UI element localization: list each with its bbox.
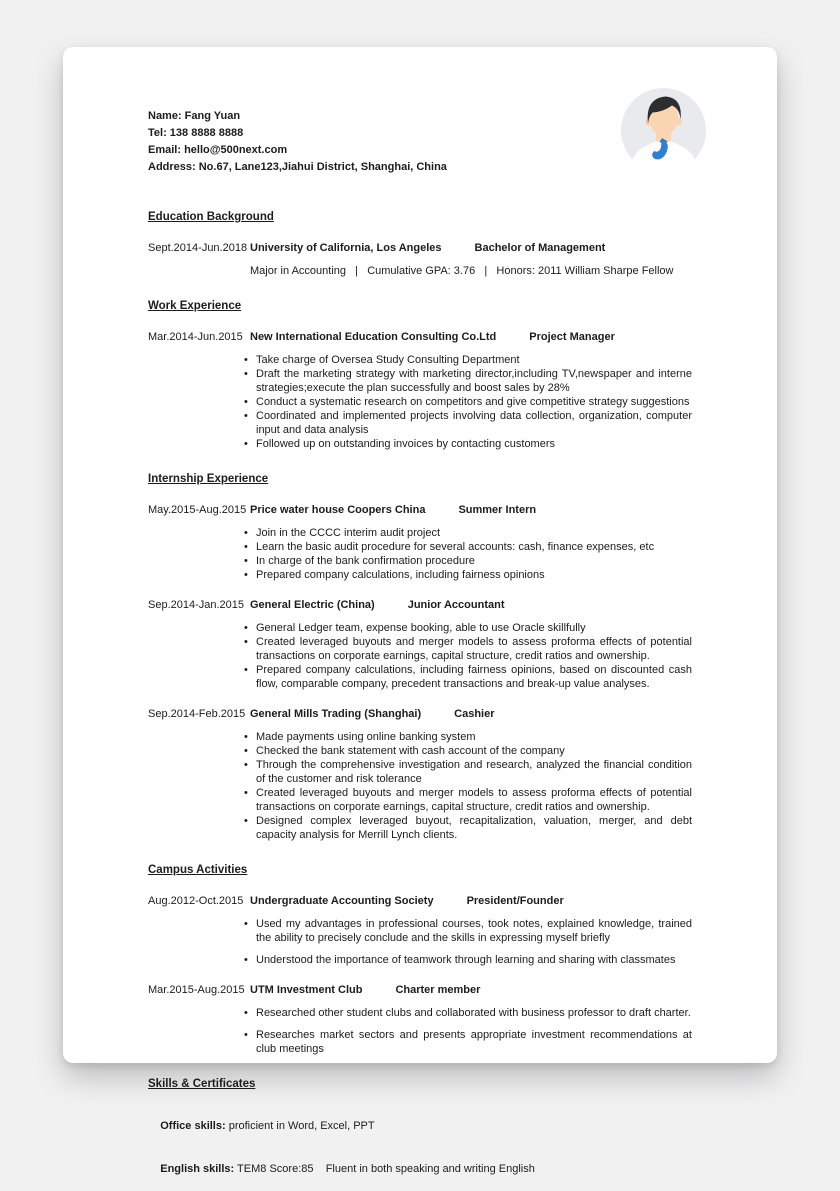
bullet-item: • Prepared company calculations, including fairness opinions [256, 568, 693, 582]
section-heading: Work Experience [148, 299, 693, 314]
bullet-item: • Conduct a systematic research on competitors and give competitive strategy suggestions [256, 395, 693, 409]
entry-date: Mar.2014-Jun.2015 [148, 330, 250, 345]
entry-position: Bachelor of Management [475, 241, 606, 256]
entry-organization: UTM Investment Club [250, 983, 362, 998]
contact-block [148, 108, 693, 176]
section-body [148, 330, 693, 451]
section-body [148, 1104, 693, 1191]
resume-section [148, 1077, 693, 1191]
bullet-item: • Created leveraged buyouts and merger models to assess proforma effects of potential transactions on corporate earnings, capital structure, credit ratios and ownership. [256, 786, 693, 814]
bullet-item: • Take charge of Oversea Study Consulting Department [256, 353, 693, 367]
entry-organization: Price water house Coopers China [250, 503, 425, 518]
bullet-item: • General Ledger team, expense booking, able to use Oracle skillfully [256, 621, 693, 635]
entry-date: May.2015-Aug.2015 [148, 503, 250, 518]
entry-header-row [148, 330, 693, 345]
section-body [148, 241, 693, 278]
entry-position: Charter member [395, 983, 480, 998]
bullet-list [148, 621, 693, 691]
contact-email: Email: hello@500next.com [148, 142, 693, 159]
entry-position: President/Founder [467, 894, 564, 909]
entry-position: Cashier [454, 707, 494, 722]
resume-entry [148, 241, 693, 278]
entry-date: Mar.2015-Aug.2015 [148, 983, 250, 998]
bullet-item: • In charge of the bank confirmation procedure [256, 554, 693, 568]
skill-text: TEM8 Score:85 Fluent in both speaking and writing English [234, 1163, 535, 1175]
contact-name: Name: Fang Yuan [148, 108, 693, 125]
bullet-item: • Checked the bank statement with cash account of the company [256, 744, 693, 758]
entry-organization: General Mills Trading (Shanghai) [250, 707, 421, 722]
entry-position: Summer Intern [458, 503, 536, 518]
entry-header-row [148, 983, 693, 998]
bullet-item: • Prepared company calculations, including fairness opinions, based on discounted cash flow, comparable company, precedent transactions and break-up value analyses. [256, 663, 693, 691]
resume-sections [148, 210, 693, 1191]
entry-position: Project Manager [529, 330, 615, 345]
bullet-list [148, 917, 693, 967]
section-heading: Internship Experience [148, 472, 693, 487]
bullet-item: • Designed complex leveraged buyout, recapitalization, valuation, merger, and debt capacity analysis for Merrill Lynch clients. [256, 814, 693, 842]
bullet-item: • Used my advantages in professional courses, took notes, explained knowledge, trained the ability to precisely conclude and the skills in expressing myself briefly [256, 917, 693, 945]
section-heading: Campus Activities [148, 863, 693, 878]
bullet-item: • Researched other student clubs and collaborated with business professor to draft charter. [256, 1006, 693, 1020]
bullet-list [148, 526, 693, 582]
resume-entry [148, 330, 693, 451]
bullet-item: • Coordinated and implemented projects involving data collection, organization, computer input and data analysis [256, 409, 693, 437]
contact-tel: Tel: 138 8888 8888 [148, 125, 693, 142]
entry-header-row [148, 707, 693, 722]
bullet-item: • Through the comprehensive investigation and research, analyzed the financial condition of the customer and risk tolerance [256, 758, 693, 786]
resume-section [148, 472, 693, 842]
skill-label: Office skills: [160, 1120, 225, 1132]
bullet-item: • Join in the CCCC interim audit project [256, 526, 693, 540]
bullet-item: • Followed up on outstanding invoices by contacting customers [256, 437, 693, 451]
bullet-item: • Learn the basic audit procedure for several accounts: cash, finance expenses, etc [256, 540, 693, 554]
bullet-list [148, 730, 693, 842]
resume-entry [148, 894, 693, 967]
skill-line [148, 1104, 693, 1148]
entry-header-row [148, 894, 693, 909]
entry-organization: Undergraduate Accounting Society [250, 894, 434, 909]
avatar [621, 88, 706, 173]
bullet-item: • Made payments using online banking system [256, 730, 693, 744]
person-avatar-icon [621, 88, 706, 173]
bullet-item: • Created leveraged buyouts and merger models to assess proforma effects of potential transactions on corporate earnings, capital structure, credit ratios and ownership. [256, 635, 693, 663]
bullet-item: • Draft the marketing strategy with marketing director,including TV,newspaper and interne strategies;execute the plan successfully and boost sales by 28% [256, 367, 693, 395]
bullet-item: • Understood the importance of teamwork through learning and sharing with classmates [256, 953, 693, 967]
contact-address: Address: No.67, Lane123,Jiahui District, Shanghai, China [148, 159, 693, 176]
entry-organization: University of California, Los Angeles [250, 241, 442, 256]
resume-entry [148, 707, 693, 842]
section-heading: Education Background [148, 210, 693, 225]
section-body [148, 894, 693, 1056]
resume-entry [148, 598, 693, 691]
skill-line [148, 1148, 693, 1191]
skill-label: English skills: [160, 1163, 234, 1175]
entry-header-row [148, 503, 693, 518]
skill-lines [148, 1104, 693, 1191]
section-heading: Skills & Certificates [148, 1077, 693, 1092]
entry-date: Aug.2012-Oct.2015 [148, 894, 250, 909]
skill-text: proficient in Word, Excel, PPT [226, 1120, 375, 1132]
bullet-list [148, 353, 693, 451]
resume-page [63, 47, 777, 1063]
entry-position: Junior Accountant [408, 598, 505, 613]
entry-header-row [148, 241, 693, 256]
entry-organization: General Electric (China) [250, 598, 375, 613]
entry-date: Sept.2014-Jun.2018 [148, 241, 250, 256]
resume-entry [148, 503, 693, 582]
entry-organization: New International Education Consulting Co.Ltd [250, 330, 496, 345]
entry-header-row [148, 598, 693, 613]
entry-detail: Major in Accounting | Cumulative GPA: 3.76 | Honors: 2011 William Sharpe Fellow [250, 264, 693, 278]
resume-section [148, 299, 693, 451]
bullet-list [148, 1006, 693, 1056]
entry-date: Sep.2014-Feb.2015 [148, 707, 250, 722]
resume-section [148, 863, 693, 1056]
entry-date: Sep.2014-Jan.2015 [148, 598, 250, 613]
resume-entry [148, 983, 693, 1056]
bullet-item: • Researches market sectors and presents appropriate investment recommendations at club meetings [256, 1028, 693, 1056]
resume-section [148, 210, 693, 278]
section-body [148, 503, 693, 842]
